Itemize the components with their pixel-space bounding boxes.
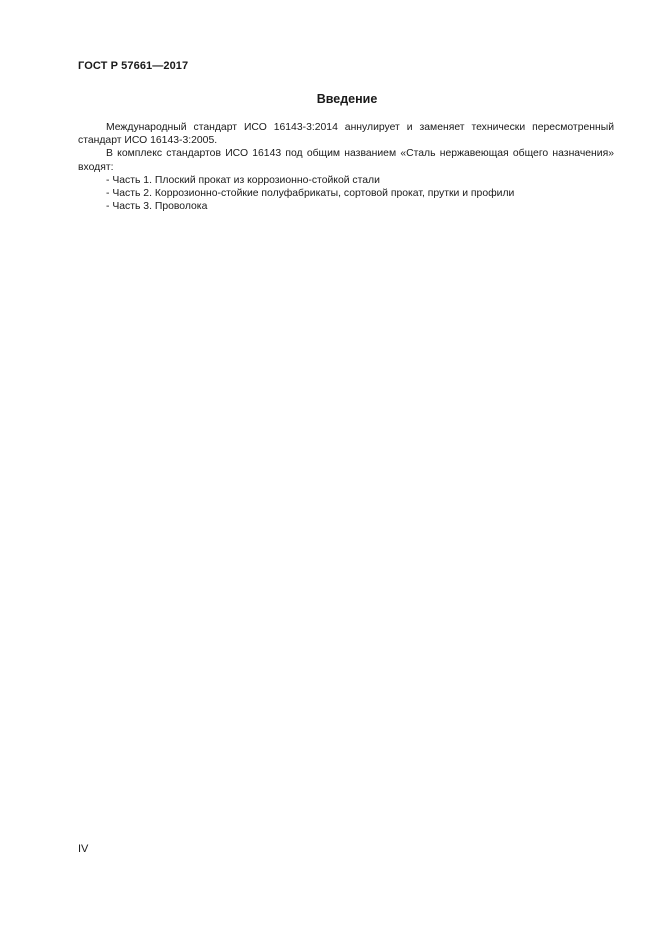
body-text bbox=[78, 121, 614, 213]
paragraph: Международный стандарт ИСО 16143-3:2014 аннулирует и заменяет технически пересмотренный стандарт ИСО 16143-3:2005. bbox=[78, 122, 614, 147]
parts-list bbox=[78, 174, 614, 214]
page-number: IV bbox=[78, 843, 89, 855]
document-header-code: ГОСТ Р 57661—2017 bbox=[78, 60, 189, 72]
list-item: - Часть 1. Плоский прокат из коррозионно-стойкой стали bbox=[106, 174, 380, 186]
paragraph: В комплекс стандартов ИСО 16143 под общим названием «Сталь нержавеющая общего назначения» входят: bbox=[78, 148, 614, 173]
list-item: - Часть 3. Проволока bbox=[106, 201, 208, 213]
list-item: - Часть 2. Коррозионно-стойкие полуфабрикаты, сортовой прокат, прутки и профили bbox=[106, 188, 515, 200]
section-title: Введение bbox=[316, 92, 378, 106]
